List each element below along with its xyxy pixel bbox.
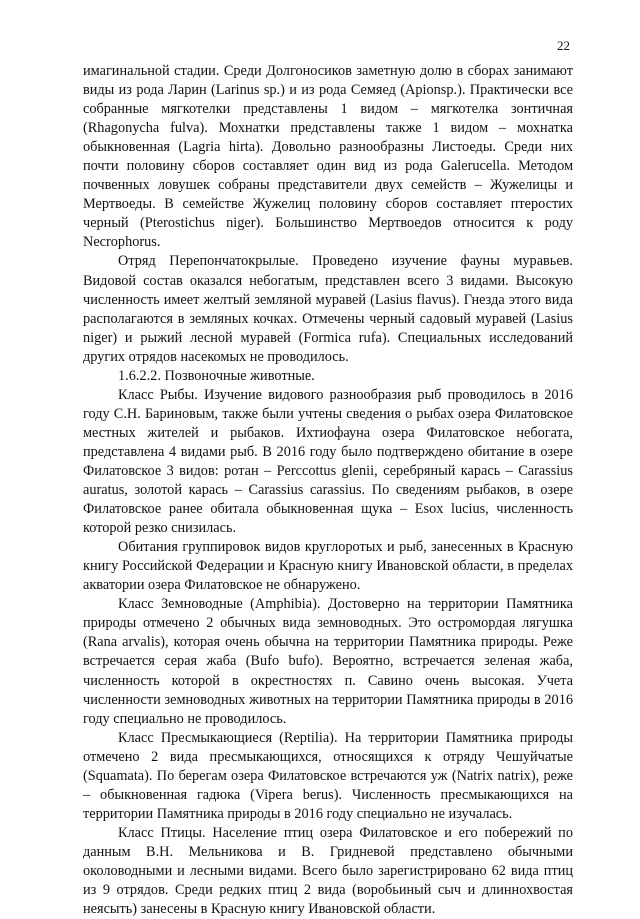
paragraph: Класс Рыбы. Изучение видового разнообразия рыб проводилось в 2016 году С.Н. Бариновым, также были учтены сведения о рыбах озера Филатовское местных жителей и рыбаков. Ихтиофауна озера Филатовское небогата, представлена 4 видами рыб. В 2016 году было подтверждено обитание в озере Филатовское 3 видов: ротан – Perccottus glenii, серебряный карась – Carassius auratus, золотой карась – Carassius carassius. По сведениям рыбаков, в озере Филатовское ранее обитала обыкновенная щука – Esox lucius, численность которой резко снизилась. (83, 386, 573, 537)
section-heading: 1.6.2.2. Позвоночные животные. (118, 367, 315, 384)
paragraph: Класс Земноводные (Amphibia). Достоверно на территории Памятника природы отмечено 2 обычных вида земноводных. Это остромордая лягушка (Rana arvalis), которая очень обычна на территории Памятника природы. Реже встречается серая жаба (Bufo bufo). Вероятно, встречается зеленая жаба, численность которой в окрестностях п. Савино очень высокая. Учета численности земноводных животных на территории Памятника природы в 2016 году специально не проводилось. (83, 596, 573, 727)
paragraph: Класс Пресмыкающиеся (Reptilia). На территории Памятника природы отмечено 2 вида пресмыкающихся, относящихся к отряду Чешуйчатые (Squamata). По берегам озера Филатовское встречаются уж (Natrix natrix), реже – обыкновенная гадюка (Vipera berus). Численность пресмыкающихся на территории Памятника природы в 2016 году специально не изучалась. (83, 729, 573, 822)
paragraph: имагинальной стадии. Среди Долгоносиков заметную долю в сборах занимают виды из рода Ларин (Larinus sp.) и из рода Семяед (Apionsp.). Практически все собранные мягкотелки представлены 1 видом – мягкотелка зонтичная (Rhagonycha fulva). Мохнатки представлены также 1 видом – мохнатка обыкновенная (Lagria hirta). Довольно разнообразны Листоеды. Среди них почти половину сборов составляет один вид из рода Galerucella. Методом почвенных ловушек собраны представители двух семейств – Жужелицы и Мертвоеды. В семействе Жужелиц половину сборов составляет птеростих черный (Pterostichus niger). Большинство Мертвоедов относится к роду Necrophorus. (83, 63, 573, 251)
paragraph: Класс Птицы. Население птиц озера Филатовское и его побережий по данным В.Н. Мельникова и В. Гридневой представлено обычными околоводными и лесными видами. Всего было зарегистрировано 62 вида птиц из 9 отрядов. Среди редких птиц 2 вида (воробьиный сыч и длиннохвостая неясыть) занесены в Красную книгу Ивановской области. (83, 824, 573, 918)
page-number: 22 (557, 38, 570, 53)
body-text (83, 62, 573, 919)
paragraph: Отряд Перепончатокрылые. Проведено изучение фауны муравьев. Видовой состав оказался небогатым, представлен всего 3 видами. Высокую численность имеет желтый земляной муравей (Lasius flavus). Гнезда этого вида располагаются в земляных кочках. Отмечены черный садовый муравей (Lasius niger) и рыжий лесной муравей (Formica rufa). Специальных исследований других отрядов насекомых не проводилось. (83, 253, 573, 365)
paragraph: Обитания группировок видов круглоротых и рыб, занесенных в Красную книгу Российской Федерации и Красную книгу Ивановской области, в пределах акватории озера Филатовское не обнаружено. (83, 539, 573, 594)
